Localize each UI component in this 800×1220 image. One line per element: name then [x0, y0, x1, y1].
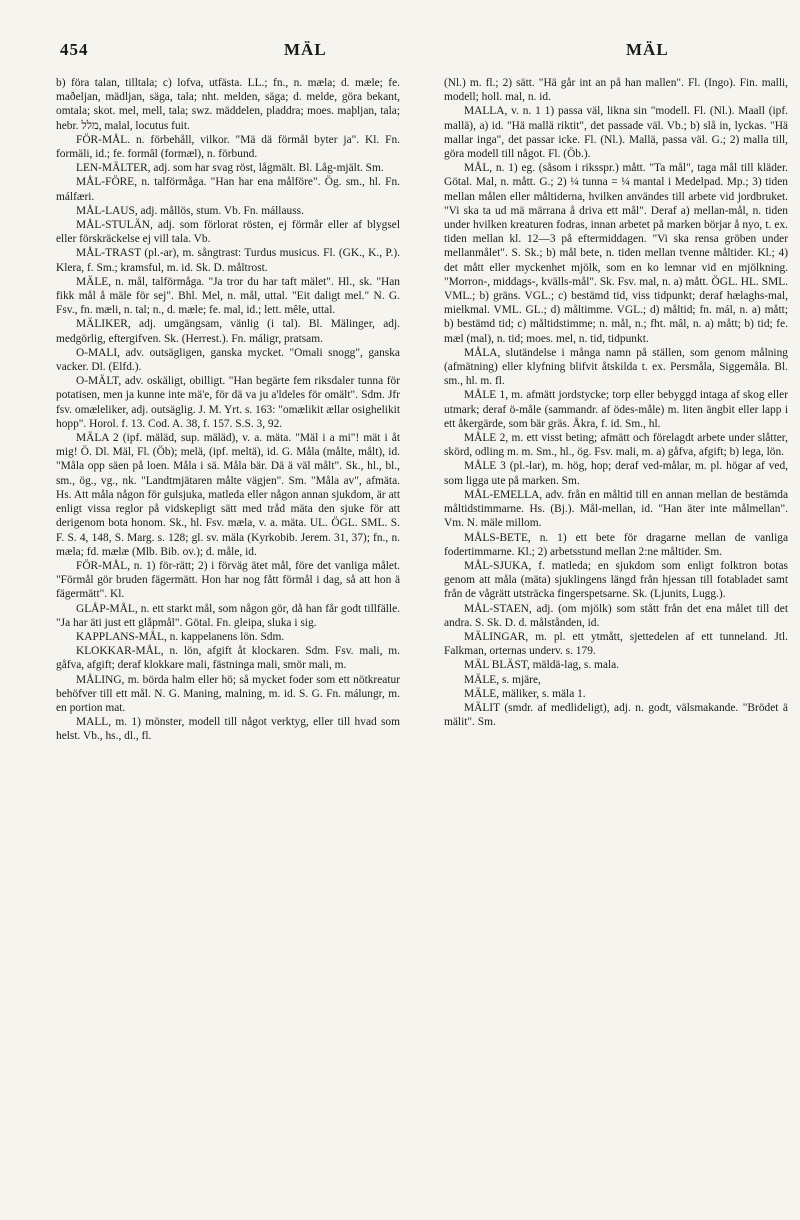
dictionary-entry: MÄLIT (smdr. af medlideligt), adj. n. godt, välsmakande. "Brödet ä mälit". Sm. — [444, 701, 788, 729]
dictionary-entry: MÅLA, slutändelse i många namn på ställen, som genom målning (afmätning) eller klyfning blifvit åtskilda t. ex. Persmåla, Siggemåla. Bl. sm., hl. m. fl. — [444, 346, 788, 388]
dictionary-entry: MÅLING, m. börda halm eller hö; så mycket foder som ett nötkreatur behöfver till ett mål. N. G. Maning, malning, m. id. S. G. Fn. málungr, m. en portion mat. — [56, 673, 400, 714]
page-header — [56, 36, 770, 76]
dictionary-entry: MÅL-FÖRE, n. talförmåga. "Han har ena målföre". Ög. sm., hl. Fn. málfæri. — [56, 176, 400, 203]
dictionary-entry: MALL, m. 1) mönster, modell till något verktyg, eller till hvad som helst. Vb., hs., dl., fl. — [56, 716, 400, 743]
dictionary-entry: FÖR-MÅL, n. 1) för-rätt; 2) i förväg ätet mål, före det vanliga målet. "Förmål gör bruden fägermätt. Hon har nog fått förmål i dag, så att hon ä fägermätt". Kl. — [56, 559, 400, 601]
right-column — [444, 76, 788, 729]
dictionary-entry: (Nl.) m. fl.; 2) sätt. "Hä går int an på han mallen". Fl. (Ingo). Fin. malli, modell; holl. mal, n. id. — [444, 77, 788, 104]
running-head-right: MÄL — [626, 40, 669, 59]
dictionary-entry: MÅL-TRAST (pl.-ar), m. sångtrast: Turdus musicus. Fl. (GK., K., P.). Klera, f. Sm.; kramsful, m. id. Sk. D. måltrost. — [56, 247, 400, 274]
dictionary-entry: MÅL-LAUS, adj. mållös, stum. Vb. Fn. mállauss. — [76, 204, 304, 217]
dictionary-entry: MÅL-STULÄN, adj. som förlorat rösten, ej förmår eller af blygsel eller förskräckelse ej vill tala. Vb. — [56, 219, 400, 246]
left-column — [56, 76, 400, 744]
text-columns — [56, 76, 788, 1206]
dictionary-entry: MÅLE 2, m. ett visst beting; afmätt och förelagdt arbete under slåtter, skörd, odling m. m. Sm., hl., ög. Fsv. mali, m. a) gåfva, afgift; b) lega, lön. — [444, 432, 788, 459]
dictionary-entry: LEN-MÄLTER, adj. som har svag röst, lågmält. Bl. Låg-mjält. Sm. — [76, 162, 384, 175]
dictionary-entry: MÄLE, mäliker, s. mäla 1. — [464, 687, 586, 700]
running-head-left: MÄL — [284, 40, 327, 59]
dictionary-entry: MÄLINGAR, m. pl. ett ytmått, sjettedelen af ett tunneland. Jtl. Falkman, orternas underv. s. 179. — [444, 630, 788, 658]
dictionary-entry: MÄLIKER, adj. umgängsam, vänlig (i tal). Bl. Mälinger, adj. medgörlig, eftergifven. Sk. (Herrest.). Fn. máligr, pratsam. — [56, 318, 400, 345]
dictionary-entry: MÄLE, n. mål, talförmåga. "Ja tror du har taft mälet". Hl., sk. "Han fikk mål å mäle för sej". Bhl. Mel, n. mål, uttal. "Eit daligt mel." N. G. Fsv., fn. mæli, n. tal; n., d. mæle; fe. mal, id.; lett. mêle, uttal. — [56, 275, 400, 317]
dictionary-entry: b) föra talan, tilltala; c) lofva, utfästa. LL.; fn., n. mæla; d. mæle; fe. maðeljan, mädljan, säga, tala; nht. melden, säga; d. melde, göra bekant, omtala; skot. mel, mell, tala; swz. mäddelen, pladdra; moes. maþljan, tala; hebr. מלל, malal, locutus fuit. — [56, 77, 400, 132]
dictionary-entry: MÅL-SJUKA, f. matleda; en sjukdom som enligt folktron botas genom att måla (mäta) sjuklingens längd från hjessan till fotabladet samt från de vågrätt utsträcka fingerspetsarne. Sk. (Ljunits, Lugg.). — [444, 559, 788, 601]
dictionary-entry: MÅLS-BETE, n. 1) ett bete för dragarne mellan de vanliga fodertimmarne. Kl.; 2) arbetsstund mellan 2:ne måltider. Sm. — [444, 531, 788, 558]
dictionary-entry: MÄLA 2 (ipf. mäläd, sup. mäläd), v. a. mäta. "Mäl i a mi"! mät i åt mig! Ö. Dl. Mäl, Fl. (Öb); melä, (ipf. meltä), id. G. Måla (målte, målt), id. "Måla opp säen på loen. Måla i sä. Måla bär. Dä ä väl målt". Sk., hl., bl., sm., ög., vg., nk. "Landtmjätaren målte vägjen". Sm. "Måla av", afmäta. Hs. Att måla någon för gulsjuka, matleda eller någon annan sjukdom, är att enligt vissa reglor på vidskepligt sätt med tråd mäta den sjuke för att derigenom bota honom. Sk., hl. Fsv. mæla, v. a. mäta. UL. ÖGL. SML. S. F. S. 4, 148, S. Marg. s. 128; gl. sv. mäla (Kyrkobib. Jerem. 31, 37); fn., n. mæla; fd. mælæ (Mlb. Bib. ov.); d. måle, id. — [56, 432, 400, 558]
dictionary-entry: GLÅP-MÅL, n. ett starkt mål, som någon gör, då han får godt tillfälle. "Ja har äti just ett glåpmål". Götal. Fn. gleipa, sluka i sig. — [56, 602, 400, 629]
dictionary-entry: MALLA, v. n. 1 1) passa väl, likna sin "modell. Fl. (Nl.). Maall (ipf. mallä), a) id. "Hä mallä riktit", det passade väl. Vb.; b) slå in, lyckas. "Hä mallar inga", det passar icke. Fl. (Nl.). Mallä, passa väl. G.; 2) malla till, göra modell till något. Fl. (Öb.). — [444, 105, 788, 161]
dictionary-entry: MÅL, n. 1) eg. (såsom i riksspr.) mått. "Ta mål", taga mål till kläder. Götal. Mal, n. mått. G.; 2) ¼ tunna = ¼ mantal i Medelpad. Mp.; 3) tiden mellan målen eller måltiderna, hvilken användes till arbete vid jordbruket. "Vi ska ta ud mä märrana å driva ett mål". Deraf a) mellan-mål, n. tiden under hvilken kreaturen fodras, innan arbetet på marken börjar å nyo, t. ex. tiden mellan kl. 12—3 på eftermiddagen. "Vi ska rensa gröben under mellanmålet". S. Sk.; b) mål bete, n. tiden mellan tvenne måltider. Kl.; 4) det mått eller myckenhet mjölk, som en ko lemnar vid en mjölkning. "Morron-, middags-, kvälls-mål". Sk. Fsv. mal, n. a) mått. ÖGL. HL. SML. VML.; b) gräns. VGL.; c) bestämd tid, viss tidpunkt; deraf hælaghs-mal, mielkmal. VML. GL.; d) måltimme. VGL.; d) måltid; fn. mál, n. a) mått; b) bestämd tid; c) måltidstimme; n. mål, n.; fht. mâl, n. a) mått; b) tid; fe. mæl (mal), n. tid; moes. mel, n. tid, tidpunkt. — [444, 162, 788, 345]
dictionary-entry: MÅL-EMELLA, adv. från en måltid till en annan mellan de bestämda måltidstimmarne. Hs. (Bj.). Mål-mellan, id. "Han äter inte målmellan". Vm. N. mäle millom. — [444, 488, 788, 530]
dictionary-entry: O-MÄLT, adv. oskäligt, obilligt. "Han begärte fem riksdaler tunna för potatisen, men ja kunne inte mä'e, för dä va ju a'ldeles för omält". Sdm. Jfr fsv. omæleliker, adj. outsäglig. J. M. Yrt. s. 163: "omælikit ællar osighelikit hopp". Horol. f. 13. Cod. A. 38, f. 157. S.S. 3, 92. — [56, 375, 400, 430]
dictionary-entry: MÅLE 3 (pl.-lar), m. hög, hop; deraf ved-målar, m. pl. högar af ved, som ligga ute på marken. Sm. — [444, 460, 788, 487]
dictionary-entry: MÅL-STAEN, adj. (om mjölk) som stått från det ena målet till det andra. S. Sk. D. d. målstånden, id. — [444, 602, 788, 629]
dictionary-entry: O-MALI, adv. outsägligen, ganska mycket. "Omali snogg", ganska vacker. Dl. (Elfd.). — [56, 346, 400, 374]
dictionary-entry: FÖR-MÅL. n. förbehåll, vilkor. "Mä dä förmål byter ja". Kl. Fn. formäli, id.; fe. formâl (formæl), n. förbund. — [56, 133, 400, 161]
dictionary-entry: KLOKKAR-MÅL, n. lön, afgift åt klockaren. Sdm. Fsv. mali, m. gåfva, afgift; deraf klokkare mali, fästninga mali, smör mali, m. — [56, 645, 400, 672]
dictionary-entry: MÄLE, s. mjäre, — [464, 673, 541, 686]
dictionary-entry: MÅLE 1, m. afmätt jordstycke; torp eller bebyggd intaga af skog eller utmark; deraf ö-måle (sammandr. af ödes-måle) m. liten ängbit eller lapp i ett åkergärde, som bär gräs. Åkra, f. id. Sm., hl. — [444, 389, 788, 430]
page-number: 454 — [60, 40, 89, 59]
dictionary-entry: KAPPLANS-MÅL, n. kappelanens lön. Sdm. — [76, 630, 285, 643]
dictionary-entry: MÄL BLÄST, mäldä-lag, s. mala. — [464, 659, 620, 672]
